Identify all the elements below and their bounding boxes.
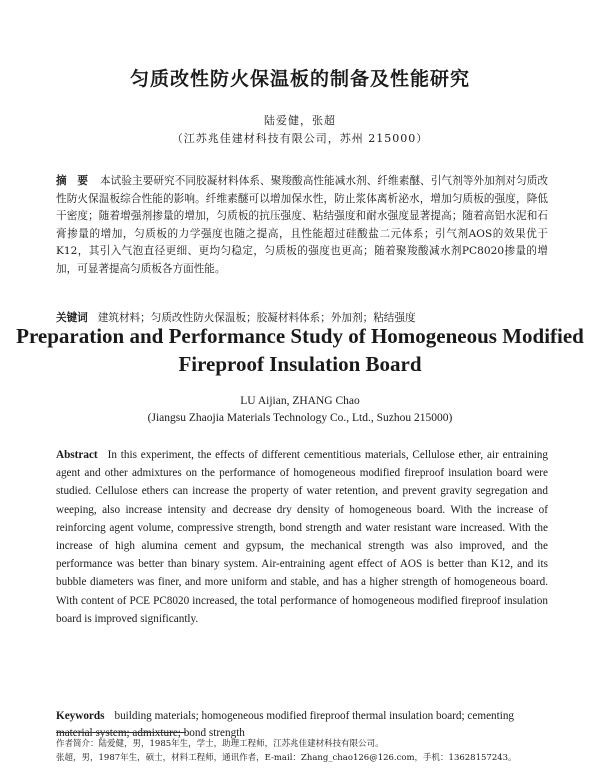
chinese-abstract [56,173,548,279]
chinese-title: 匀质改性防火保温板的制备及性能研究 [129,68,470,90]
chinese-keywords-text: 建筑材料；匀质改性防火保温板；胶凝材料体系；外加剂；粘结强度 [97,312,416,324]
footnote-divider [56,732,186,733]
english-abstract-text: In this experiment, the effects of different cementitious materials, Cellulose ether, air entraining agent and other admixtures on the performance of homogeneous modified fireproof insulation board were studied. Cellulose ethers can increase the property of water retention, and prevent gravity segregation and weeping, also increase intensity and decrease dry density of homogeneous board. With the increase of reinforcing agent volume, compressive strength, bond strength and water resistant ware increased. With the increase of high alumina cement and gypsum, the mechanical strength was also improved, and the performance was better than binary system. Air-entraining agent effect of AOS is better than K12, and its bubble diameters was finer, and more uniform and stable, and has a higher strength of homogeneous board. With content of PCE PC8020 increased, the total performance of homogeneous modified fireproof insulation board is improved significantly. [56,449,548,625]
english-keywords-text: building materials; homogeneous modified fireproof thermal insulation board; cementing material system; admixture; bond strength [56,710,515,739]
footnotes [56,737,556,765]
english-keywords-label: Keywords [56,710,105,722]
english-abstract [56,446,548,628]
english-authors: LU Aijian, ZHANG Chao [240,395,360,407]
footnote-line-1: 作者简介：陆爱健，男，1985年生，学士，助理工程师，江苏兆佳建材科技有限公司。 [56,739,384,749]
english-affiliation: (Jiangsu Zhaojia Materials Technology Co., Ltd., Suzhou 215000) [147,412,453,424]
chinese-keywords-label: 关键词 [56,312,88,324]
chinese-authors: 陆爱健，张超 [264,114,336,127]
chinese-abstract-text: 本试验主要研究不同胶凝材料体系、聚羧酸高性能减水剂、纤维素醚、引气剂等外加剂对匀质改性防火保温板综合性能的影响。纤维素醚可以增加保水性，防止浆体离析泌水，增加匀质板的强度，降低干密度；随着增强剂掺量的增加，匀质板的抗压强度、粘结强度和耐水强度显著提高；随着高铝水泥和石膏掺量的增加，匀质板的力学强度也随之提高，且性能超过硅酸盐二元体系；引气剂AOS的效果优于K12，其引入气泡直径更细、更均匀稳定，匀质板的强度也更高；随着聚羧酸减水剂PC8020掺量的增加，可显著提高匀质板各方面性能。 [56,175,549,275]
english-title: Preparation and Performance Study of Homogeneous Modified Fireproof Insulation Board [16,324,584,376]
chinese-affiliation: （江苏兆佳建材科技有限公司，苏州 215000） [171,132,429,145]
footnote-line-2: 张超，男，1987年生，硕士，材料工程师，通讯作者，E-mail：Zhang_chao126@126.com，手机：13628157243。 [56,753,517,763]
english-abstract-label: Abstract [56,449,98,461]
chinese-abstract-label: 摘 要 [56,175,89,187]
